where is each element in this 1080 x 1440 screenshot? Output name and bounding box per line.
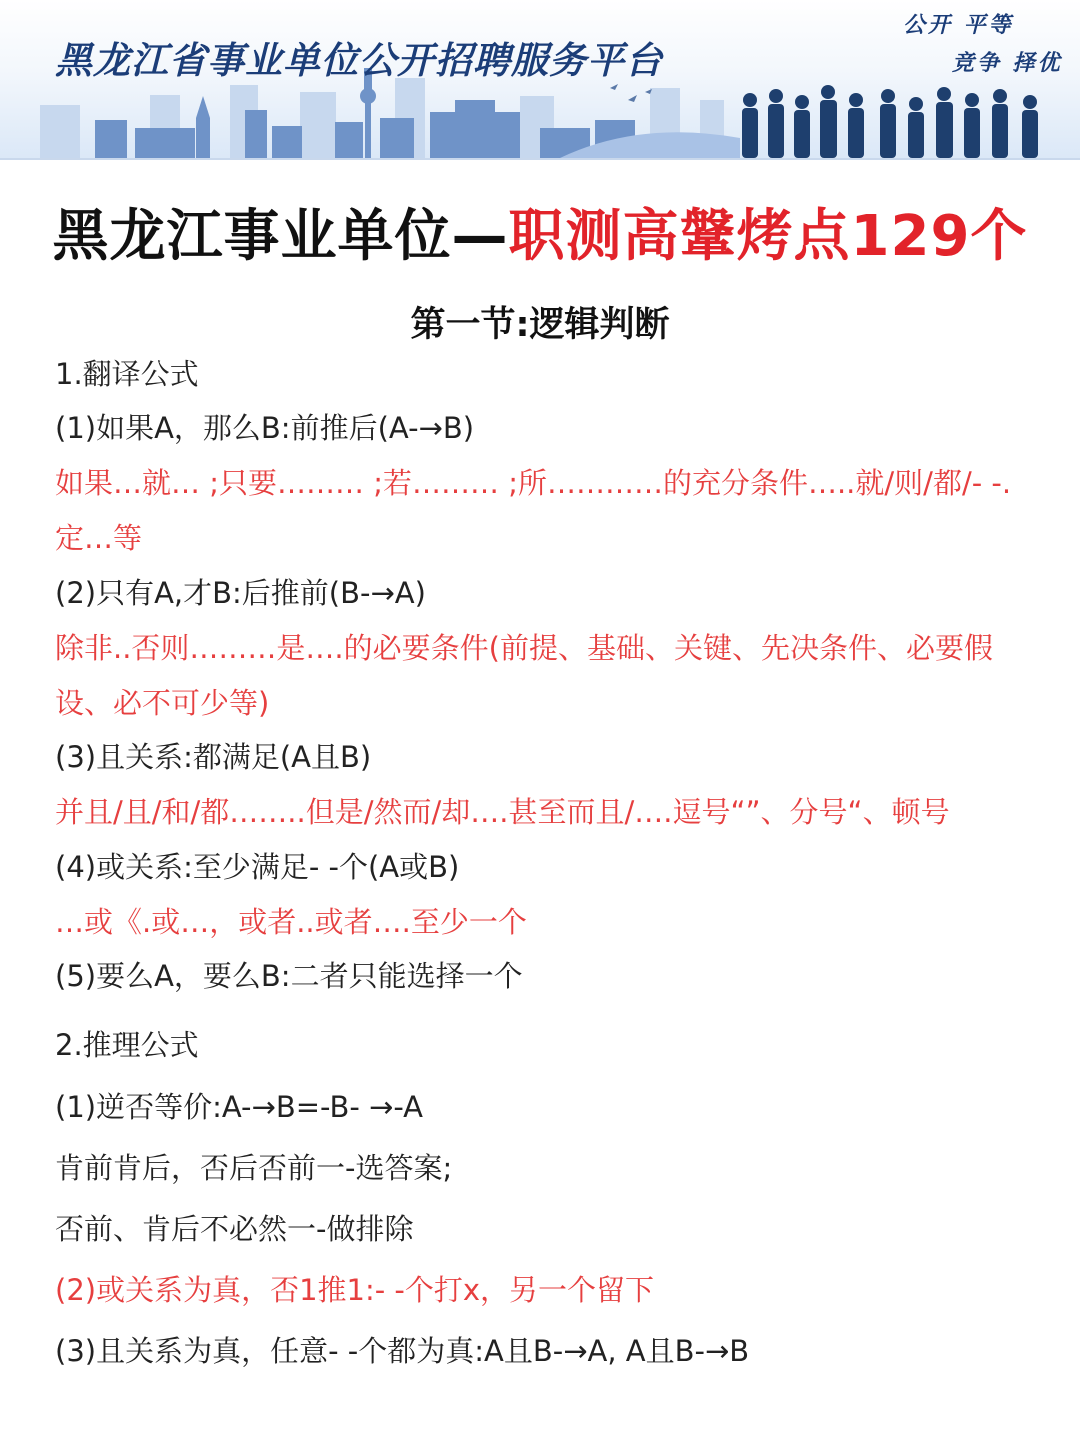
rule-or-keywords: …或《.或…，或者..或者….至少一个 — [55, 905, 527, 939]
rule-if-then: (1)如果A，那么B:前推后(A-→B) — [55, 411, 475, 445]
rule-if-then-keywords: 如果…就… ;只要……… ;若……… ;所…………的充分条件…..就/则/都/- -. — [55, 466, 1012, 500]
inference-contrapositive-note-2: 否前、肯后不必然一-做排除 — [55, 1212, 414, 1246]
slogan-line-1: 公开 平等 — [903, 13, 1014, 38]
rule-if-then-keywords-cont: 定…等 — [55, 521, 143, 555]
header-banner — [0, 0, 1080, 160]
slogan-line-2: 竞争 择优 — [952, 51, 1063, 76]
rule-and: (3)且关系:都满足(A且B) — [55, 740, 372, 774]
platform-title: 黑龙江省事业单位公开招聘服务平台 — [55, 39, 663, 82]
heading-inference-formula: 2.推理公式 — [55, 1028, 199, 1062]
section-title: 第一节:逻辑判断 — [410, 305, 670, 345]
rule-only-if-keywords: 除非..否则………是….的必要条件(前提、基础、关键、先决条件、必要假 — [55, 631, 993, 665]
rule-either-or: (5)要么A，要么B:二者只能选择一个 — [55, 959, 523, 993]
page-title-black: 黑龙江事业单位— — [52, 204, 509, 269]
rule-or: (4)或关系:至少满足- -个(A或B) — [55, 850, 460, 884]
inference-contrapositive-note-1: 肯前肯后，否后否前一-选答案; — [55, 1151, 453, 1185]
inference-and-true: (3)且关系为真，任意- -个都为真:A且B-→A, A且B-→B — [55, 1334, 750, 1368]
rule-and-keywords: 并且/且/和/都……..但是/然而/却….甚至而且/….逗号“”、分号“、顿号 — [55, 795, 950, 829]
page-title-red: 职测高鞶烤点129个 — [508, 204, 1028, 269]
page-title — [0, 192, 1080, 272]
rule-only-if-keywords-cont: 设、必不可少等) — [55, 686, 270, 720]
inference-contrapositive: (1)逆否等价:A-→B=-B- →-A — [55, 1090, 423, 1124]
heading-translation-formula: 1.翻译公式 — [55, 357, 199, 391]
inference-or-true: (2)或关系为真，否1推1:- -个打x，另一个留下 — [55, 1273, 655, 1307]
rule-only-if: (2)只有A,才B:后推前(B-→A) — [55, 576, 426, 610]
